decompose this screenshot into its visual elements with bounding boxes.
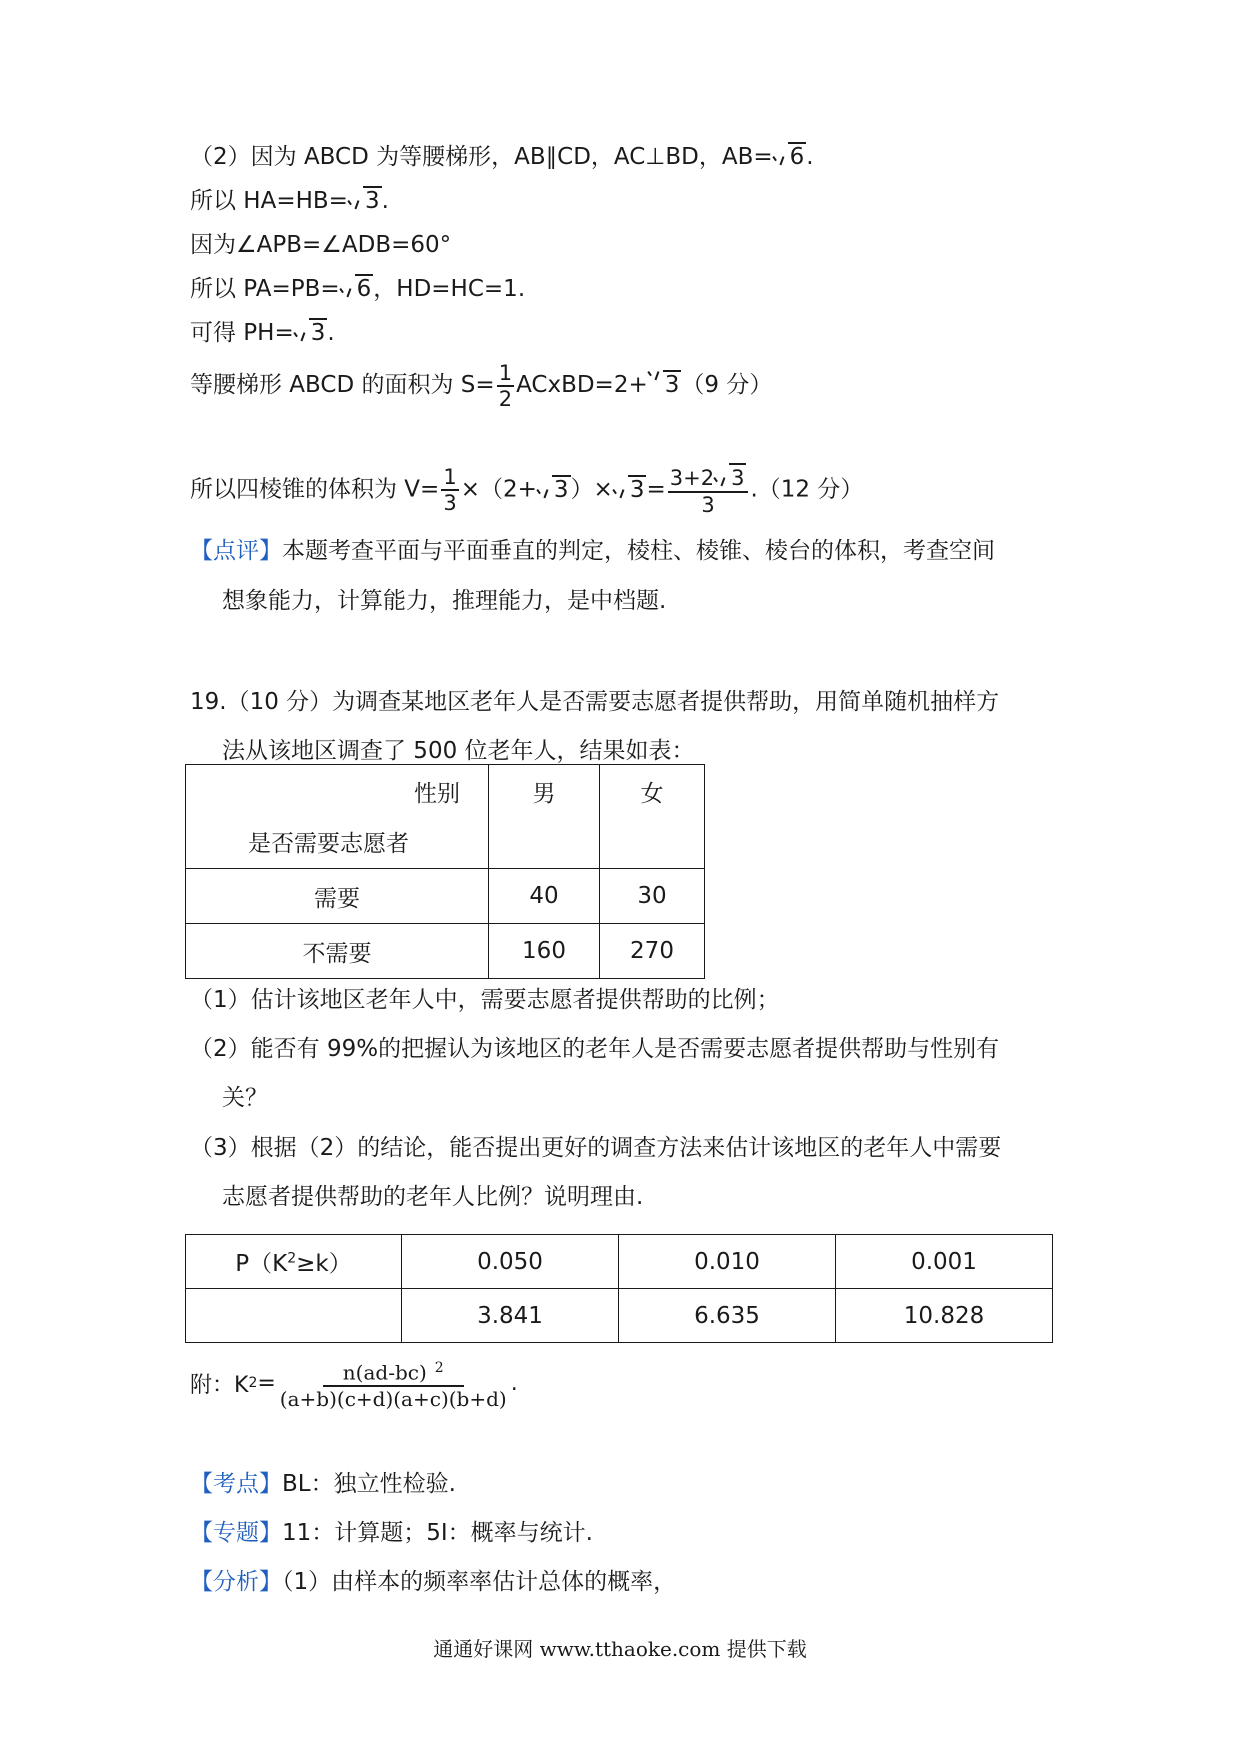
review-tag: 【点评】 <box>190 538 282 564</box>
sqrt-symbol: 6 <box>341 274 374 304</box>
table-row: 3.841 6.635 10.828 <box>186 1289 1053 1343</box>
kaodian-tag: 【考点】 <box>190 1471 282 1497</box>
page-footer: 通通好课网 www.tthaoke.com 提供下载 <box>433 1637 807 1661</box>
sub-question-3-line-1: （3）根据（2）的结论，能否提出更好的调查方法来估计该地区的老年人中需要 <box>190 1135 1002 1161</box>
solution-line-2: 所以 HA=HB= 3. <box>190 188 389 214</box>
critical-value-table <box>185 1234 1053 1343</box>
solution-line-3: 因为∠APB=∠ADB=60° <box>190 232 452 258</box>
diagonal-header-cell: 性别 是否需要志愿者 <box>186 765 489 869</box>
header-male: 男 <box>489 765 600 869</box>
sub-question-3-line-2: 志愿者提供帮助的老年人比例？说明理由. <box>222 1184 644 1210</box>
question-19-line-2: 法从该地区调查了 500 位老年人，结果如表： <box>222 738 695 764</box>
sqrt-symbol: 3 <box>538 475 571 505</box>
sqrt-symbol: 3 <box>614 475 647 505</box>
solution-line-4: 所以 PA=PB= 6，HD=HC=1. <box>190 276 526 302</box>
sqrt-symbol: 6 <box>774 142 807 172</box>
table-row: $P(K^2\ge k)$ 0.050 0.010 0.001 <box>186 1235 1053 1289</box>
zhuanti-tag: 【专题】 <box>190 1520 282 1546</box>
fraction: $\frac{3+2 3}{3}$ <box>668 463 749 517</box>
sub-question-2-line-1: （2）能否有 99%的把握认为该地区的老年人是否需要志愿者提供帮助与性别有 <box>190 1036 1000 1062</box>
kaodian-line: 【考点】BL：独立性检验. <box>190 1471 456 1497</box>
sub-question-2-line-2: 关？ <box>222 1085 268 1111</box>
solution-line-6: 等腰梯形 ABCD 的面积为 S= $\frac{1}{2}$ ACxBD=2+ 3（9 分） <box>190 357 772 413</box>
sqrt-symbol: 3 <box>649 357 682 413</box>
table-row: 不需要 160 270 <box>186 924 705 979</box>
table-row: 需要 40 30 <box>186 869 705 924</box>
solution-line-1: （2）因为 ABCD 为等腰梯形，AB∥CD，AC⊥BD，AB= 6. <box>190 144 814 170</box>
fenxi-tag: 【分析】 <box>190 1569 282 1595</box>
review-line-1: 【点评】本题考查平面与平面垂直的判定，棱柱、棱锥、棱台的体积，考查空间 <box>190 538 995 564</box>
sub-question-1: （1）估计该地区老年人中，需要志愿者提供帮助的比例； <box>190 987 780 1013</box>
header-female: 女 <box>600 765 705 869</box>
fraction: $\frac{n(ad-bc) ^2}{(a+b)(c+d)(a+c)(b+d)}$ <box>278 1356 509 1411</box>
survey-table <box>185 764 705 979</box>
sqrt-symbol: 3 <box>349 186 382 216</box>
zhuanti-line: 【专题】11：计算题；5I：概率与统计. <box>190 1520 593 1546</box>
solution-line-5: 可得 PH= 3. <box>190 320 335 346</box>
fraction: $\frac{1}{3}$ <box>443 465 457 515</box>
solution-line-7: 所以四棱锥的体积为 V= $\frac{1}{3}$ ×（2+ 3）× 3= $\frac{3+2 3}{3}$ .（12 分） <box>190 465 864 517</box>
sqrt-symbol: 3 <box>295 318 328 348</box>
k-squared-formula: 附：K 2 = $\frac{n(ad-bc) ^2}{(a+b)(c+d)(a+c)(b+d)}$ . <box>190 1356 518 1411</box>
review-line-2: 想象能力，计算能力，推理能力，是中档题. <box>222 588 667 614</box>
question-19-line-1: 19.（10 分）为调查某地区老年人是否需要志愿者提供帮助，用简单随机抽样方 <box>190 689 1000 715</box>
fraction: $\frac{1}{2}$ <box>498 360 513 411</box>
fenxi-line: 【分析】（1）由样本的频率率估计总体的概率， <box>190 1569 677 1595</box>
p-header-cell: $P(K^2\ge k)$ <box>186 1235 402 1289</box>
